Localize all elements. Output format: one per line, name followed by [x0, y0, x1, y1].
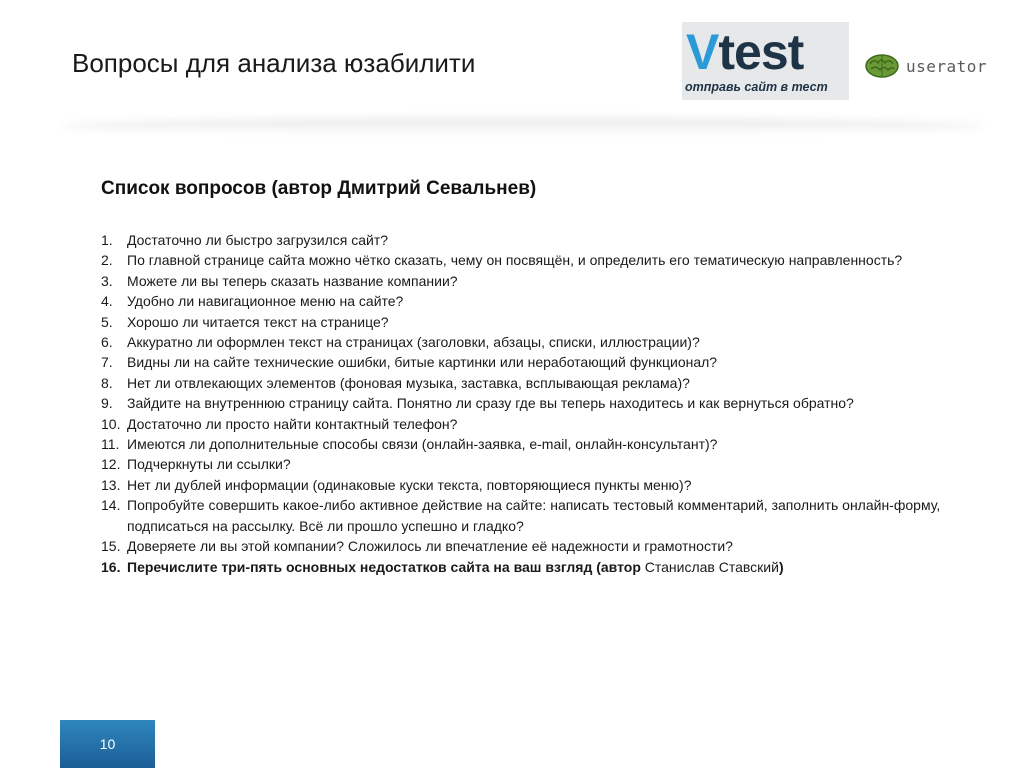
list-heading: Список вопросов (автор Дмитрий Севальнев)	[101, 178, 537, 199]
list-item-last	[101, 557, 961, 577]
list-item-number: 1.	[101, 232, 113, 248]
last-question-closing: )	[778, 558, 784, 575]
list-item-text: Можете ли вы теперь сказать название компании?	[127, 272, 458, 289]
list-item	[101, 312, 961, 332]
list-item	[101, 536, 961, 556]
list-item-number: 14.	[101, 497, 121, 514]
list-item-number: 8.	[101, 374, 113, 391]
list-item	[101, 332, 961, 352]
list-item-number: 3.	[101, 272, 113, 289]
list-item-number: 12.	[101, 456, 121, 473]
list-item-text: Видны ли на сайте технические ошибки, битые картинки или неработающий функционал?	[127, 354, 718, 371]
list-item-number: 10.	[101, 415, 121, 432]
list-item-number: 11.	[101, 436, 120, 453]
list-item-number: 7.	[101, 354, 113, 371]
list-item-text: Попробуйте совершить какое-либо активное действие на сайте: написать тестовый комментарий, заполнить онлайн-форму, подписаться на рассылку. Всё ли прошло успешно и гладко?	[127, 497, 941, 534]
list-item	[101, 475, 961, 495]
list-item	[101, 352, 961, 372]
last-question-bold: Перечислите три-пять основных недостатков сайта на ваш взгляд (автор	[127, 558, 645, 575]
list-item-number: 2.	[101, 252, 113, 269]
list-item	[101, 454, 961, 474]
list-item-number: 9.	[101, 395, 113, 412]
list-item-text: Достаточно ли просто найти контактный телефон?	[127, 415, 458, 432]
slide-title: Вопросы для анализа юзабилити	[72, 48, 476, 78]
list-item	[101, 495, 961, 536]
list-item-number: 6.	[101, 334, 113, 351]
list-item-text: Нет ли отвлекающих элементов (фоновая музыка, заставка, всплывающая реклама)?	[127, 374, 690, 391]
vtest-rest-letters: test	[718, 24, 804, 80]
list-item	[101, 230, 961, 250]
list-item-text: Зайдите на внутреннюю страницу сайта. Понятно ли сразу где вы теперь находитесь и как вернуться обратно?	[127, 395, 854, 412]
list-item	[101, 250, 961, 270]
list-item	[101, 414, 961, 434]
list-item	[101, 434, 961, 454]
brain-icon	[864, 52, 900, 80]
list-item-text: По главной странице сайта можно чётко сказать, чему он посвящён, и определить его тематическую направленность?	[127, 252, 903, 269]
page-number-box	[60, 720, 155, 768]
list-item-number: 16.	[101, 558, 121, 575]
list-item	[101, 393, 961, 413]
list-item-text: Подчеркнуты ли ссылки?	[127, 456, 291, 473]
list-item-text: Доверяете ли вы этой компании? Сложилось ли впечатление её надежности и грамотности?	[127, 538, 733, 555]
header-divider-shadow	[60, 118, 985, 134]
list-item-text	[127, 557, 961, 577]
list-item-number: 15.	[101, 538, 121, 555]
page-number: 10	[99, 736, 116, 752]
vtest-tagline: отправь сайт в тест	[685, 80, 828, 94]
list-item-number: 5.	[101, 313, 113, 330]
list-item-text: Аккуратно ли оформлен текст на страницах (заголовки, абзацы, списки, иллюстрации)?	[127, 334, 700, 351]
list-item-text: Достаточно ли быстро загрузился сайт?	[127, 232, 389, 248]
list-item-text: Имеются ли дополнительные способы связи (онлайн-заявка, e-mail, онлайн-консультант)?	[127, 436, 718, 453]
list-item-number: 4.	[101, 293, 113, 310]
list-item-text: Хорошо ли читается текст на странице?	[127, 313, 389, 330]
content-area	[101, 178, 961, 577]
list-item	[101, 373, 961, 393]
list-item	[101, 271, 961, 291]
list-item-text: Нет ли дублей информации (одинаковые куски текста, повторяющиеся пункты меню)?	[127, 476, 692, 493]
vtest-v-letter: V	[686, 24, 719, 80]
userator-logo	[864, 52, 988, 82]
questions-list	[101, 230, 961, 577]
vtest-wordmark	[686, 24, 803, 80]
userator-wordmark: userator	[906, 57, 988, 76]
last-question-author: Станислав Ставский	[644, 558, 779, 575]
list-item	[101, 291, 961, 311]
vtest-logo	[682, 22, 849, 100]
list-item-number: 13.	[101, 476, 121, 493]
list-item-text: Удобно ли навигационное меню на сайте?	[127, 293, 404, 310]
